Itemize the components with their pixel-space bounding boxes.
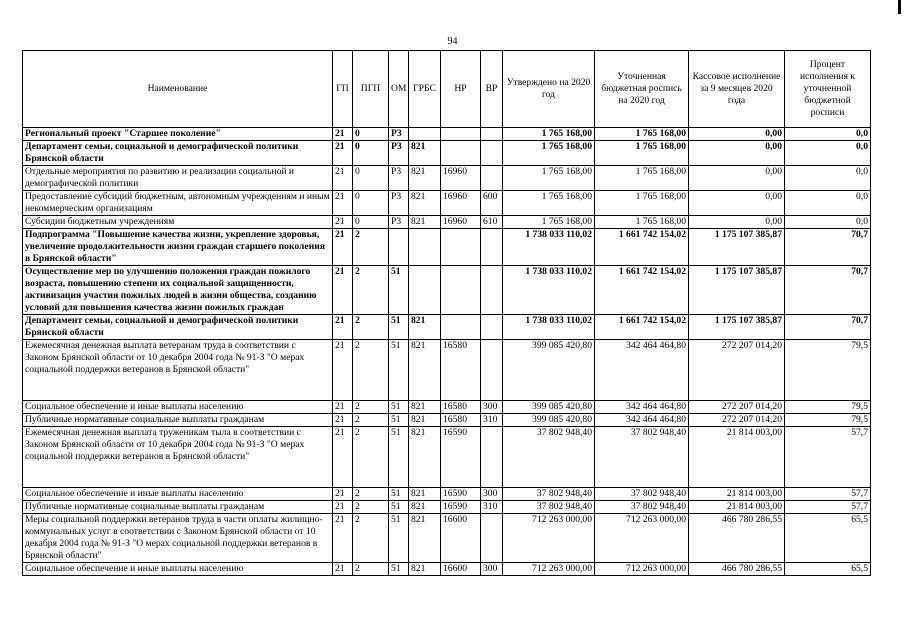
cell-approved: 1 738 033 110,02 (503, 266, 595, 315)
cell-vr: 600 (481, 191, 503, 216)
cell-om: 51 (389, 315, 409, 340)
cell-percent: 70,7 (785, 229, 871, 266)
table-row (23, 563, 871, 576)
cell-cash: 272 207 014,20 (689, 340, 785, 401)
cell-gp: 21 (333, 563, 353, 576)
cell-om (389, 229, 409, 266)
cell-nr: 16580 (441, 340, 481, 401)
cell-ppgp: 2 (353, 514, 389, 563)
cell-om: 51 (389, 266, 409, 315)
cell-nr: 16960 (441, 216, 481, 229)
cell-cash: 0,00 (689, 191, 785, 216)
cell-approved: 37 802 948,40 (503, 501, 595, 514)
cell-refined: 712 263 000,00 (595, 563, 689, 576)
table-row (23, 166, 871, 191)
cell-refined: 37 802 948,40 (595, 427, 689, 488)
header-ppgp: ПГП (353, 51, 389, 128)
cell-percent: 57,7 (785, 427, 871, 488)
cell-cash: 466 780 286,55 (689, 563, 785, 576)
cell-percent: 79,5 (785, 401, 871, 414)
cell-refined: 37 802 948,40 (595, 488, 689, 501)
cell-nr (441, 128, 481, 141)
cell-name: Субсидии бюджетным учреждениям (23, 216, 333, 229)
cell-gp: 21 (333, 401, 353, 414)
cell-nr: 16600 (441, 514, 481, 563)
cell-ppgp: 2 (353, 229, 389, 266)
cell-refined: 1 765 168,00 (595, 191, 689, 216)
cell-grbs (409, 266, 441, 315)
cell-cash: 272 207 014,20 (689, 401, 785, 414)
cell-cash: 0,00 (689, 128, 785, 141)
table-row (23, 128, 871, 141)
cell-percent: 57,7 (785, 488, 871, 501)
cell-grbs: 821 (409, 340, 441, 401)
cell-grbs: 821 (409, 427, 441, 488)
cell-refined: 1 661 742 154,02 (595, 315, 689, 340)
cell-om: 51 (389, 427, 409, 488)
cell-grbs: 821 (409, 488, 441, 501)
header-approved: Утверждено на 2020 год (503, 51, 595, 128)
cell-percent: 57,7 (785, 501, 871, 514)
table-row (23, 514, 871, 563)
cell-gp: 21 (333, 488, 353, 501)
cell-grbs: 821 (409, 414, 441, 427)
cell-grbs (409, 229, 441, 266)
cell-om: 51 (389, 401, 409, 414)
cell-vr (481, 514, 503, 563)
cell-ppgp: 0 (353, 216, 389, 229)
cell-ppgp: 2 (353, 501, 389, 514)
table-row (23, 216, 871, 229)
cell-refined: 1 661 742 154,02 (595, 266, 689, 315)
cell-gp: 21 (333, 166, 353, 191)
cell-name: Ежемесячная денежная выплата ветеранам труда в соответствии с Законом Брянской области от 10 декабря 2004 года № 91-З "О мерах социальной поддержки ветеранов в Брянской области" (23, 340, 333, 401)
table-row (23, 340, 871, 401)
cell-grbs: 821 (409, 401, 441, 414)
cell-approved: 37 802 948,40 (503, 427, 595, 488)
cell-gp: 21 (333, 514, 353, 563)
cell-name: Департамент семьи, социальной и демографической политики Брянской области (23, 315, 333, 340)
cell-refined: 712 263 000,00 (595, 514, 689, 563)
cell-refined: 342 464 464,80 (595, 340, 689, 401)
cell-nr: 16590 (441, 501, 481, 514)
header-om: ОМ (389, 51, 409, 128)
header-grbs: ГРБС (409, 51, 441, 128)
cell-vr (481, 229, 503, 266)
cell-nr (441, 315, 481, 340)
cell-name: Меры социальной поддержки ветеранов труда в части оплаты жилищно-коммунальных услуг в соответствии с Законом Брянской области от 10 декабря 2004 года № 91-З "О мерах социальной поддержки ветеранов в Брянской области" (23, 514, 333, 563)
cell-gp: 21 (333, 191, 353, 216)
cell-grbs: 821 (409, 191, 441, 216)
cell-name: Департамент семьи, социальной и демографической политики Брянской области (23, 141, 333, 166)
cell-gp: 21 (333, 141, 353, 166)
cell-name: Социальное обеспечение и иные выплаты населению (23, 563, 333, 576)
cell-approved: 1 765 168,00 (503, 128, 595, 141)
cell-vr (481, 266, 503, 315)
cell-cash: 272 207 014,20 (689, 414, 785, 427)
header-refined: Уточненная бюджетная роспись на 2020 год (595, 51, 689, 128)
cell-approved: 399 085 420,80 (503, 401, 595, 414)
cell-ppgp: 2 (353, 427, 389, 488)
cell-refined: 37 802 948,40 (595, 501, 689, 514)
cell-grbs: 821 (409, 141, 441, 166)
cell-vr (481, 128, 503, 141)
page-edge-mark (898, 0, 901, 14)
cell-percent: 79,5 (785, 340, 871, 401)
cell-om: 51 (389, 488, 409, 501)
table-row (23, 315, 871, 340)
cell-gp: 21 (333, 414, 353, 427)
page-number: 94 (447, 36, 458, 47)
table-row (23, 141, 871, 166)
table-row (23, 191, 871, 216)
cell-approved: 1 738 033 110,02 (503, 315, 595, 340)
table-header-row (23, 51, 871, 128)
cell-refined: 1 765 168,00 (595, 128, 689, 141)
cell-nr: 16960 (441, 191, 481, 216)
cell-percent: 0,0 (785, 128, 871, 141)
cell-nr: 16580 (441, 414, 481, 427)
cell-name: Публичные нормативные социальные выплаты гражданам (23, 501, 333, 514)
cell-cash: 21 814 003,00 (689, 501, 785, 514)
cell-grbs: 821 (409, 166, 441, 191)
cell-om: P3 (389, 216, 409, 229)
header-percent: Процент исполнения к уточненной бюджетной росписи (785, 51, 871, 128)
cell-approved: 712 263 000,00 (503, 563, 595, 576)
cell-percent: 0,0 (785, 216, 871, 229)
cell-percent: 0,0 (785, 166, 871, 191)
table-body (23, 128, 871, 576)
table-row (23, 229, 871, 266)
cell-name: Отдельные мероприятия по развитию и реализации социальной и демографической политики (23, 166, 333, 191)
cell-ppgp: 2 (353, 488, 389, 501)
cell-cash: 466 780 286,55 (689, 514, 785, 563)
cell-om: 51 (389, 514, 409, 563)
cell-refined: 1 661 742 154,02 (595, 229, 689, 266)
cell-nr: 16600 (441, 563, 481, 576)
cell-ppgp: 0 (353, 128, 389, 141)
cell-name: Региональный проект "Старшее поколение" (23, 128, 333, 141)
cell-ppgp: 0 (353, 141, 389, 166)
cell-refined: 1 765 168,00 (595, 141, 689, 166)
cell-approved: 1 738 033 110,02 (503, 229, 595, 266)
cell-approved: 1 765 168,00 (503, 166, 595, 191)
cell-ppgp: 2 (353, 414, 389, 427)
cell-ppgp: 2 (353, 401, 389, 414)
cell-ppgp: 2 (353, 563, 389, 576)
cell-vr: 300 (481, 401, 503, 414)
cell-vr (481, 166, 503, 191)
cell-cash: 1 175 107 385,87 (689, 266, 785, 315)
cell-approved: 1 765 168,00 (503, 216, 595, 229)
cell-approved: 1 765 168,00 (503, 191, 595, 216)
cell-percent: 0,0 (785, 141, 871, 166)
cell-nr: 16580 (441, 401, 481, 414)
cell-cash: 21 814 003,00 (689, 488, 785, 501)
cell-approved: 399 085 420,80 (503, 340, 595, 401)
cell-refined: 1 765 168,00 (595, 166, 689, 191)
cell-nr (441, 141, 481, 166)
header-vr: ВР (481, 51, 503, 128)
cell-om: P3 (389, 128, 409, 141)
cell-nr (441, 229, 481, 266)
cell-gp: 21 (333, 128, 353, 141)
header-gp: ГП (333, 51, 353, 128)
cell-percent: 65,5 (785, 514, 871, 563)
cell-vr: 310 (481, 414, 503, 427)
cell-gp: 21 (333, 229, 353, 266)
cell-name: Предоставление субсидий бюджетным, автономным учреждениям и иным некоммерческим организациям (23, 191, 333, 216)
cell-grbs (409, 128, 441, 141)
cell-percent: 0,0 (785, 191, 871, 216)
cell-gp: 21 (333, 340, 353, 401)
cell-approved: 399 085 420,80 (503, 414, 595, 427)
table-row (23, 427, 871, 488)
cell-name: Ежемесячная денежная выплата труженикам тыла в соответствии с Законом Брянской области от 10 декабря 2004 года № 91-З "О мерах социальной поддержки ветеранов в Брянской области" (23, 427, 333, 488)
cell-nr: 16590 (441, 427, 481, 488)
header-nr: НР (441, 51, 481, 128)
cell-grbs: 821 (409, 216, 441, 229)
cell-vr (481, 340, 503, 401)
cell-vr (481, 315, 503, 340)
cell-name: Подпрограмма "Повышение качества жизни, укрепление здоровья, увеличение продолжительности жизни граждан старшего поколения в Брянской области" (23, 229, 333, 266)
table-row (23, 401, 871, 414)
cell-ppgp: 2 (353, 315, 389, 340)
cell-nr: 16960 (441, 166, 481, 191)
cell-vr: 300 (481, 563, 503, 576)
cell-om: 51 (389, 340, 409, 401)
cell-name: Публичные нормативные социальные выплаты гражданам (23, 414, 333, 427)
cell-vr (481, 141, 503, 166)
cell-cash: 1 175 107 385,87 (689, 315, 785, 340)
cell-om: P3 (389, 166, 409, 191)
table-row (23, 266, 871, 315)
cell-grbs: 821 (409, 563, 441, 576)
cell-name: Социальное обеспечение и иные выплаты населению (23, 488, 333, 501)
cell-grbs: 821 (409, 514, 441, 563)
cell-nr (441, 266, 481, 315)
cell-vr (481, 427, 503, 488)
cell-gp: 21 (333, 216, 353, 229)
header-cash: Кассовое исполнение за 9 месяцев 2020 года (689, 51, 785, 128)
cell-approved: 37 802 948,40 (503, 488, 595, 501)
table-row (23, 501, 871, 514)
cell-ppgp: 0 (353, 166, 389, 191)
table-row (23, 414, 871, 427)
cell-cash: 21 814 003,00 (689, 427, 785, 488)
cell-gp: 21 (333, 427, 353, 488)
cell-om: P3 (389, 191, 409, 216)
cell-ppgp: 2 (353, 340, 389, 401)
cell-percent: 70,7 (785, 266, 871, 315)
cell-om: 51 (389, 414, 409, 427)
cell-ppgp: 2 (353, 266, 389, 315)
cell-cash: 0,00 (689, 216, 785, 229)
cell-gp: 21 (333, 315, 353, 340)
cell-grbs: 821 (409, 501, 441, 514)
cell-approved: 712 263 000,00 (503, 514, 595, 563)
budget-table (22, 50, 871, 576)
cell-om: 51 (389, 563, 409, 576)
cell-name: Осуществление мер по улучшению положения граждан пожилого возраста, повышению степени их социальной защищенности, активизация участия пожилых людей в жизни общества, созданию условий для повышения качества жизни пожилых граждан (23, 266, 333, 315)
cell-cash: 1 175 107 385,87 (689, 229, 785, 266)
header-name: Наименование (23, 51, 333, 128)
cell-om: 51 (389, 501, 409, 514)
cell-gp: 21 (333, 501, 353, 514)
cell-approved: 1 765 168,00 (503, 141, 595, 166)
cell-ppgp: 0 (353, 191, 389, 216)
cell-vr: 610 (481, 216, 503, 229)
table-row (23, 488, 871, 501)
cell-name: Социальное обеспечение и иные выплаты населению (23, 401, 333, 414)
cell-om: P3 (389, 141, 409, 166)
cell-gp: 21 (333, 266, 353, 315)
cell-vr: 310 (481, 501, 503, 514)
cell-grbs: 821 (409, 315, 441, 340)
cell-refined: 1 765 168,00 (595, 216, 689, 229)
cell-vr: 300 (481, 488, 503, 501)
cell-cash: 0,00 (689, 141, 785, 166)
cell-percent: 79,5 (785, 414, 871, 427)
cell-refined: 342 464 464,80 (595, 414, 689, 427)
cell-refined: 342 464 464,80 (595, 401, 689, 414)
cell-cash: 0,00 (689, 166, 785, 191)
cell-nr: 16590 (441, 488, 481, 501)
cell-percent: 65,5 (785, 563, 871, 576)
cell-percent: 70,7 (785, 315, 871, 340)
